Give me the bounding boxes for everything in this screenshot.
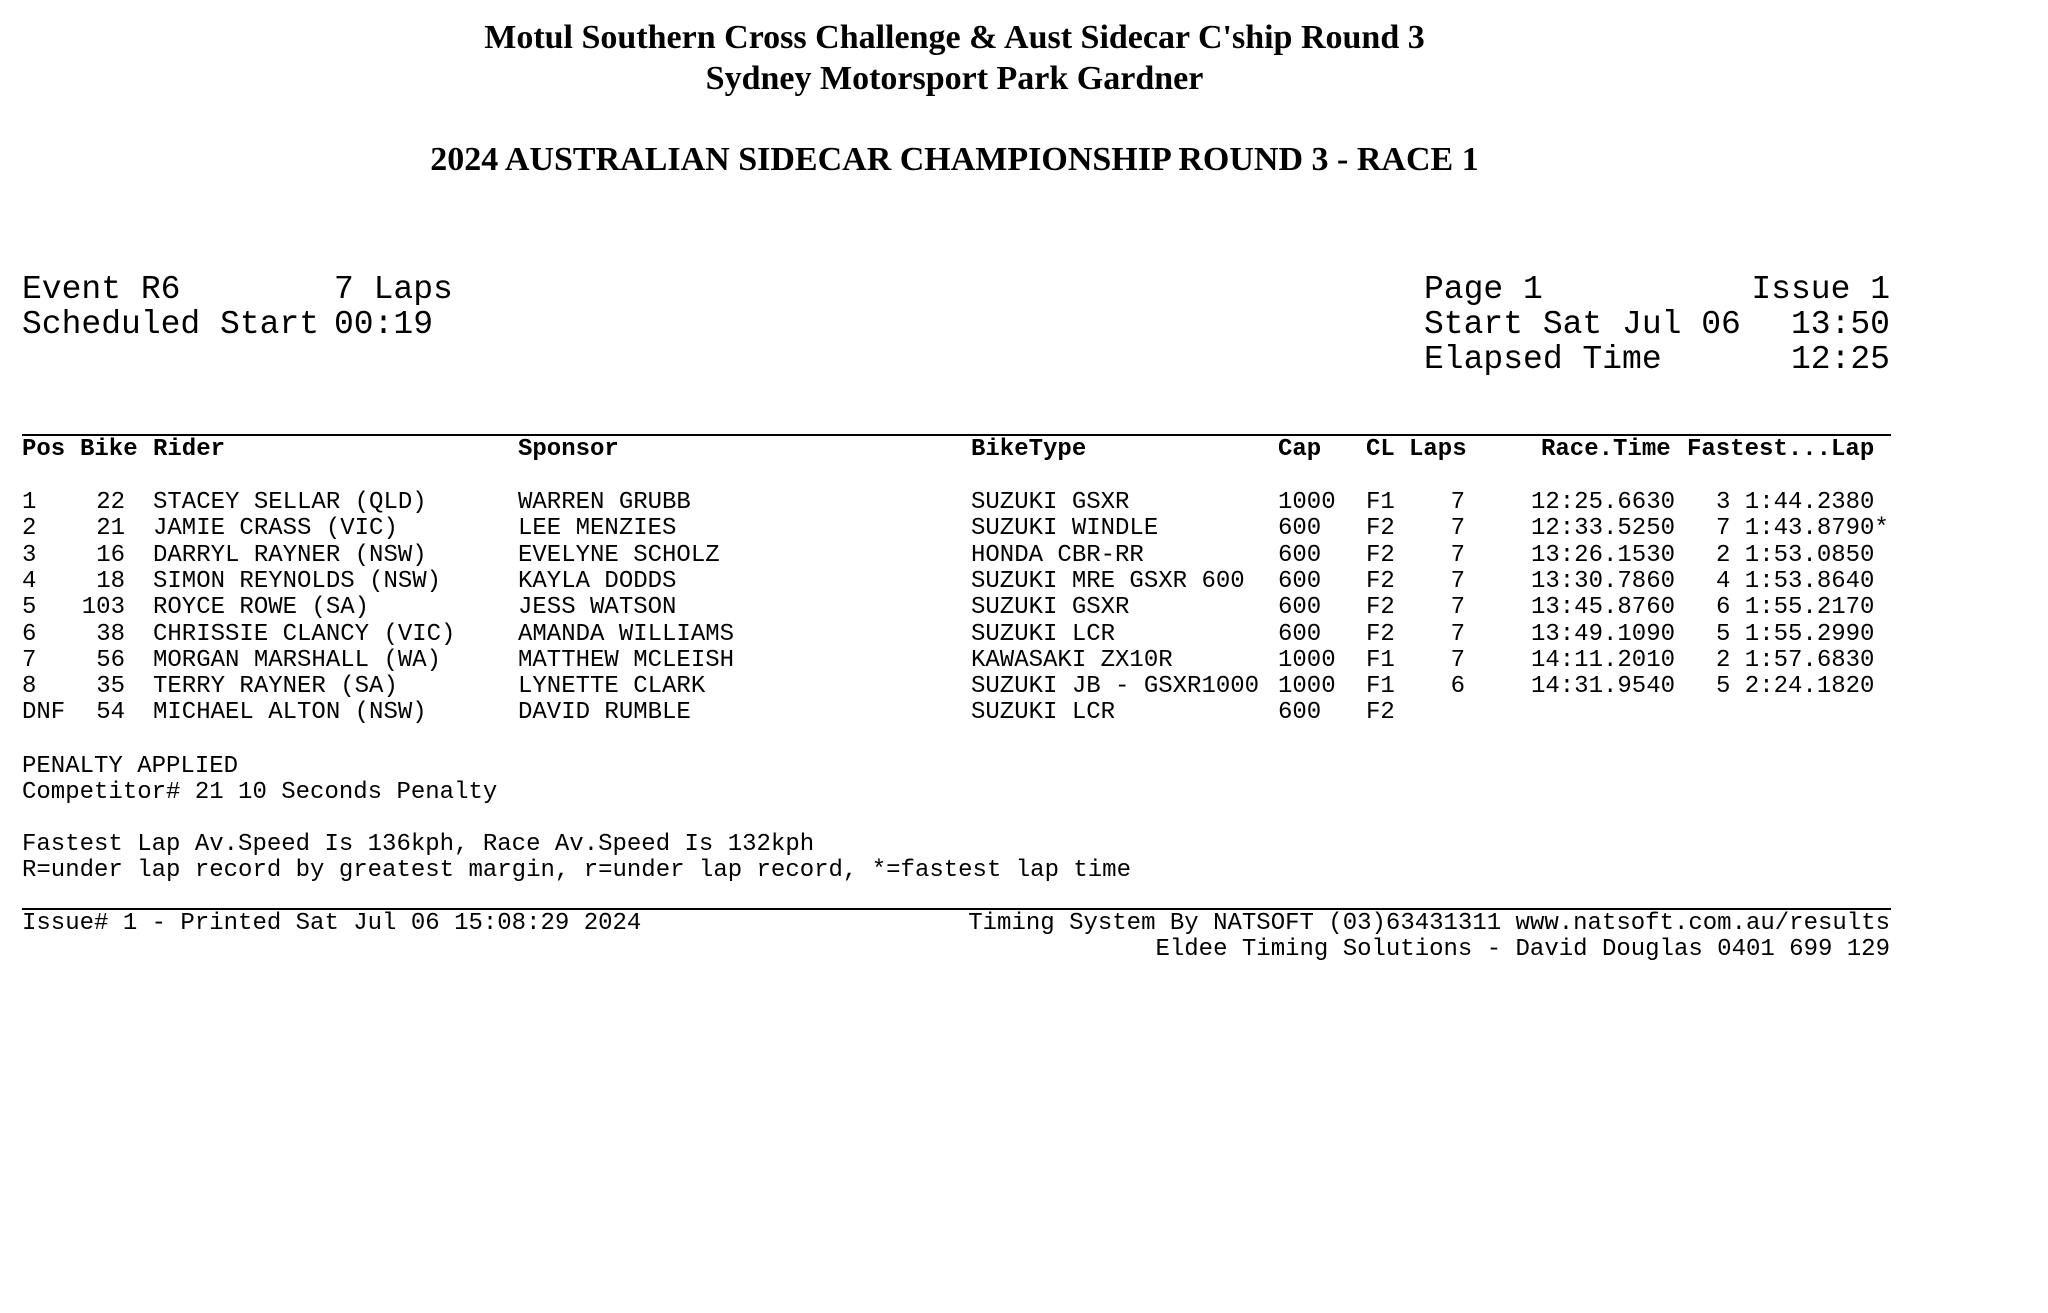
cell-sponsor: KAYLA DODDS — [518, 568, 677, 595]
elapsed-value: 12:25 — [1790, 341, 1890, 378]
cell-rider: CHRISSIE CLANCY (VIC) — [153, 621, 456, 648]
cell-bike: 103 — [81, 594, 125, 621]
cell-racetime: 13:26.1530 — [1530, 542, 1675, 569]
cell-laps: 7 — [1450, 647, 1465, 674]
col-fastest-lap: Fastest...Lap — [1687, 436, 1875, 463]
cell-fastest: 5 2:24.1820 — [1716, 673, 1875, 700]
cell-biketype: SUZUKI GSXR — [971, 489, 1130, 516]
cell-pos: 7 — [22, 647, 37, 674]
cell-racetime: 12:25.6630 — [1530, 489, 1675, 516]
page-label: Page 1 — [1424, 271, 1543, 308]
start-label: Start Sat Jul 06 — [1424, 306, 1741, 343]
cell-cap: 600 — [1278, 515, 1322, 542]
cell-fastest: 7 1:43.8790* — [1716, 515, 1889, 542]
cell-pos: 3 — [22, 542, 37, 569]
cell-rider: SIMON REYNOLDS (NSW) — [153, 568, 442, 595]
cell-racetime: 13:30.7860 — [1530, 568, 1675, 595]
cell-cl: F2 — [1366, 621, 1395, 648]
col-laps: Laps — [1409, 436, 1467, 463]
col-bike: Bike — [80, 436, 138, 463]
cell-biketype: KAWASAKI ZX10R — [971, 647, 1173, 674]
col-pos: Pos — [22, 436, 66, 463]
cell-biketype: SUZUKI LCR — [971, 699, 1116, 726]
cell-laps: 7 — [1450, 489, 1465, 516]
cell-rider: DARRYL RAYNER (NSW) — [153, 542, 427, 569]
cell-biketype: SUZUKI MRE GSXR 600 — [971, 568, 1245, 595]
col-cap: Cap — [1278, 436, 1322, 463]
cell-rider: MORGAN MARSHALL (WA) — [153, 647, 442, 674]
cell-biketype: HONDA CBR-RR — [971, 542, 1144, 569]
cell-cl: F2 — [1366, 568, 1395, 595]
cell-sponsor: DAVID RUMBLE — [518, 699, 691, 726]
cell-pos: 2 — [22, 515, 37, 542]
cell-bike: 35 — [96, 673, 125, 700]
cell-cap: 600 — [1278, 542, 1322, 569]
cell-racetime: 14:31.9540 — [1530, 673, 1675, 700]
cell-rider: STACEY SELLAR (QLD) — [153, 489, 427, 516]
cell-sponsor: LEE MENZIES — [518, 515, 677, 542]
cell-bike: 22 — [96, 489, 125, 516]
cell-laps: 6 — [1450, 673, 1465, 700]
start-value: 13:50 — [1790, 306, 1890, 343]
cell-sponsor: EVELYNE SCHOLZ — [518, 542, 720, 569]
cell-sponsor: JESS WATSON — [518, 594, 677, 621]
penalty-title: PENALTY APPLIED — [22, 753, 239, 780]
cell-laps: 7 — [1450, 594, 1465, 621]
speed-line: Fastest Lap Av.Speed Is 136kph, Race Av.Speed Is 132kph — [22, 831, 815, 858]
cell-biketype: SUZUKI LCR — [971, 621, 1116, 648]
cell-cl: F2 — [1366, 542, 1395, 569]
cell-sponsor: LYNETTE CLARK — [518, 673, 706, 700]
cell-fastest: 2 1:53.0850 — [1716, 542, 1875, 569]
cell-racetime: 12:33.5250 — [1530, 515, 1675, 542]
cell-fastest: 2 1:57.6830 — [1716, 647, 1875, 674]
issue-label: Issue 1 — [1751, 271, 1890, 308]
report-title: Motul Southern Cross Challenge & Aust Sidecar C'ship Round 3 — [484, 19, 1425, 56]
cell-sponsor: MATTHEW MCLEISH — [518, 647, 735, 674]
cell-cap: 1000 — [1278, 489, 1336, 516]
timing-system-line: Timing System By NATSOFT (03)63431311 www.natsoft.com.au/results — [968, 910, 1890, 937]
legend-line: R=under lap record by greatest margin, r=under lap record, *=fastest lap time — [22, 857, 1131, 884]
cell-biketype: SUZUKI GSXR — [971, 594, 1130, 621]
cell-laps: 7 — [1450, 621, 1465, 648]
cell-sponsor: AMANDA WILLIAMS — [518, 621, 735, 648]
cell-racetime: 13:49.1090 — [1530, 621, 1675, 648]
cell-bike: 21 — [96, 515, 125, 542]
cell-cl: F1 — [1366, 489, 1395, 516]
col-sponsor: Sponsor — [518, 436, 619, 463]
cell-racetime: 14:11.2010 — [1530, 647, 1675, 674]
elapsed-label: Elapsed Time — [1424, 341, 1662, 378]
cell-cap: 1000 — [1278, 647, 1336, 674]
cell-cl: F2 — [1366, 699, 1395, 726]
cell-rider: TERRY RAYNER (SA) — [153, 673, 398, 700]
venue-title: Sydney Motorsport Park Gardner — [705, 60, 1204, 97]
cell-bike: 38 — [96, 621, 125, 648]
cell-fastest: 5 1:55.2990 — [1716, 621, 1875, 648]
cell-pos: DNF — [22, 699, 66, 726]
event-label: Event R6 — [22, 271, 181, 308]
col-racetime: Race.Time — [1541, 436, 1671, 463]
cell-cap: 600 — [1278, 621, 1322, 648]
cell-rider: ROYCE ROWE (SA) — [153, 594, 370, 621]
col-biketype: BikeType — [971, 436, 1087, 463]
col-rider: Rider — [153, 436, 226, 463]
cell-biketype: SUZUKI JB - GSXR1000 — [971, 673, 1260, 700]
penalty-detail: Competitor# 21 10 Seconds Penalty — [22, 779, 498, 806]
cell-bike: 16 — [96, 542, 125, 569]
cell-cap: 600 — [1278, 594, 1322, 621]
cell-laps: 7 — [1450, 515, 1465, 542]
cell-cap: 600 — [1278, 568, 1322, 595]
cell-sponsor: WARREN GRUBB — [518, 489, 691, 516]
race-title: 2024 AUSTRALIAN SIDECAR CHAMPIONSHIP ROUND 3 - RACE 1 — [430, 141, 1479, 178]
cell-rider: JAMIE CRASS (VIC) — [153, 515, 398, 542]
cell-pos: 6 — [22, 621, 37, 648]
cell-fastest: 4 1:53.8640 — [1716, 568, 1875, 595]
cell-racetime: 13:45.8760 — [1530, 594, 1675, 621]
cell-laps: 7 — [1450, 568, 1465, 595]
cell-bike: 18 — [96, 568, 125, 595]
cell-rider: MICHAEL ALTON (NSW) — [153, 699, 427, 726]
cell-pos: 8 — [22, 673, 37, 700]
cell-cl: F2 — [1366, 594, 1395, 621]
cell-pos: 5 — [22, 594, 37, 621]
timing-solutions-line: Eldee Timing Solutions - David Douglas 0401 699 129 — [1155, 936, 1890, 963]
cell-fastest: 3 1:44.2380 — [1716, 489, 1875, 516]
cell-cl: F1 — [1366, 673, 1395, 700]
printed-line: Issue# 1 - Printed Sat Jul 06 15:08:29 2024 — [22, 910, 642, 937]
col-cl: CL — [1366, 436, 1395, 463]
cell-bike: 56 — [96, 647, 125, 674]
scheduled-start-label: Scheduled Start — [22, 306, 320, 343]
cell-fastest: 6 1:55.2170 — [1716, 594, 1875, 621]
cell-cap: 600 — [1278, 699, 1322, 726]
cell-pos: 1 — [22, 489, 37, 516]
cell-biketype: SUZUKI WINDLE — [971, 515, 1159, 542]
scheduled-start-value: 00:19 — [334, 306, 434, 343]
cell-laps: 7 — [1450, 542, 1465, 569]
cell-cl: F1 — [1366, 647, 1395, 674]
cell-cl: F2 — [1366, 515, 1395, 542]
cell-bike: 54 — [96, 699, 125, 726]
cell-cap: 1000 — [1278, 673, 1336, 700]
cell-pos: 4 — [22, 568, 37, 595]
laps-label: 7 Laps — [334, 271, 453, 308]
